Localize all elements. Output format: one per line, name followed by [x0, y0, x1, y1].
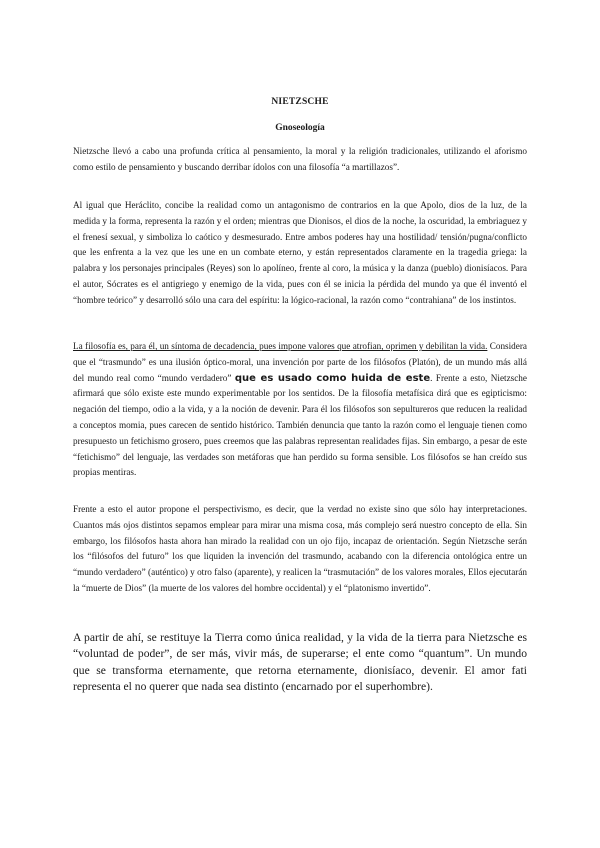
- paragraph-conclusion: A partir de ahí, se restituye la Tierra como única realidad, y la vida de la tierra para Nietzsche es “voluntad de poder”, de ser más, vivir más, de superarse; el ente como “quantum”. Un mundo que se transforma eternamente, que retorna eternamente, dionisíaco, devenir. El amor fati representa el no querer que nada sea distinto (encarnado por el superhombre).: [73, 631, 527, 694]
- paragraph-text-part1: Considera que el “trasmundo” es una ilusión óptico-moral, una invención por parte de los filósofos (Platón), de un mundo más allá del mundo real como “mundo verdadero”: [73, 341, 527, 383]
- document-subtitle: Gnoseología: [275, 123, 325, 133]
- paragraph-perspectivismo: Frente a esto el autor propone el perspectivismo, es decir, que la verdad no existe sino que sólo hay interpretaciones. Cuantos más ojos distintos sepamos emplear para mirar una misma cosa, más complejo será nuestro concepto de ella. Sin embargo, los filósofos hasta ahora han mirado la realidad con un ojo fijo, incapaz de orientación. Según Nietzsche serán los “filósofos del futuro” los que liquiden la invención del trasmundo, acabando con la diferencia ontológica entre un “mundo verdadero” (auténtico) y otro falso (aparente), y realicen la “trasmutación” de los valores morales, Ellos ejecutarán la “muerte de Dios” (la muerte de los valores del hombre occidental) y el “platonismo invertido”.: [73, 504, 527, 593]
- document-title: NIETZSCHE: [271, 97, 329, 107]
- underlined-thesis: La filosofía es, para él, un síntoma de decadencia, pues impone valores que atrofian, oprimen y debilitan la vida.: [73, 341, 488, 351]
- paragraph-filosofia-decadencia: [73, 339, 527, 481]
- paragraph-apolo-dionisos: Al igual que Heráclito, concibe la realidad como un antagonismo de contrarios en la que Apolo, dios de la luz, de la medida y la forma, representa la razón y el orden; mientras que Dionisos, el dios de la noche, la oscuridad, la embriaguez y el frenesí sexual, y simboliza lo caótico y desmesurado. Entre ambos poderes hay una hostilidad/ tensión/pugna/conflicto que les enfrenta a la vez que les une en un combate eterno, y están representados claramente en la tragedia griega: la palabra y los personajes principales (Reyes) son lo apolíneo, frente al coro, la música y la danza (pueblo) dionisíacos. Para el autor, Sócrates es el antigriego y enemigo de la vida, pues con él se inicia la pérdida del mundo ya que él inventó el “hombre teórico” y desarrolló sólo una cara del espíritu: la lógico-racional, la razón como “contrahiana” de los instintos.: [73, 200, 527, 305]
- paragraph-text-part2: . Frente a esto, Nietzsche afirmará que sólo existe este mundo experimentable por los sentidos. De la filosofía metafísica dirá que es egipticismo: negación del tiempo, odio a la vida, y a la noción de devenir. Para él los filósofos son sepultureros que reducen la realidad a conceptos momia, pues carecen de sentido histórico. También denuncia que tanto la razón como el lenguaje tienen como presupuesto un fetichismo grosero, pues creemos que las palabras representan realidades fijas. Sin embargo, a pesar de este “fetichismo” del lenguaje, las verdades son metáforas que han perdido su forma sensible. Los filósofos se han creído sus propias mentiras.: [73, 372, 527, 478]
- emphasized-phrase: que es usado como huida de este: [234, 372, 431, 384]
- paragraph-intro: Nietzsche llevó a cabo una profunda crítica al pensamiento, la moral y la religión tradicionales, utilizando el aforismo como estilo de pensamiento y buscando derribar ídolos con una filosofía “a martillazos”.: [73, 146, 527, 172]
